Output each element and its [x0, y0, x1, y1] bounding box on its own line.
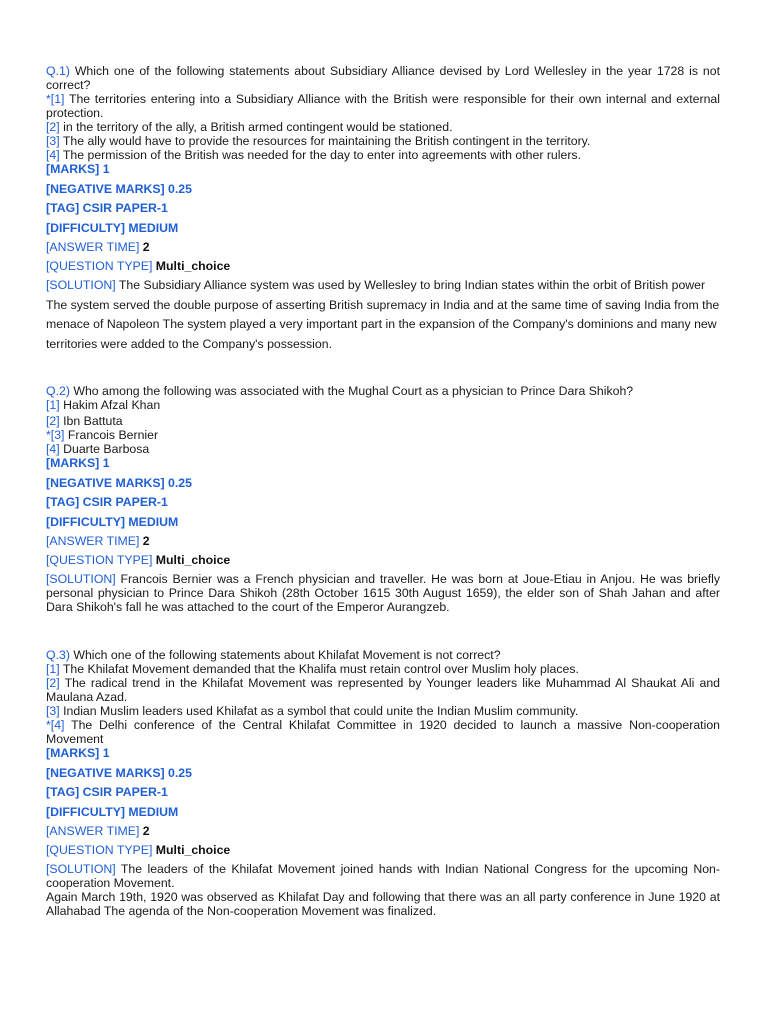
- question-text: [46, 384, 720, 398]
- difficulty-line: [46, 803, 720, 822]
- question-number: Q.2): [46, 384, 70, 398]
- question-number: Q.1): [46, 64, 70, 78]
- option-label: [3]: [46, 704, 60, 718]
- option-text: Ibn Battuta: [63, 414, 123, 428]
- tag-line: [46, 493, 720, 512]
- option-label: [4]: [46, 148, 60, 162]
- option-text: Francois Bernier: [67, 428, 159, 442]
- option-4: [46, 442, 720, 456]
- option-4: [46, 148, 720, 162]
- tag-line: [46, 783, 720, 802]
- option-3: [46, 704, 720, 718]
- option-1: [46, 92, 720, 120]
- negative-marks-line: [46, 764, 720, 783]
- marks: [MARKS] 1: [46, 456, 110, 470]
- solution: [46, 276, 720, 354]
- question-stem: Who among the following was associated with the Mughal Court as a physician to Prince Dara Shikoh?: [73, 384, 634, 398]
- solution-text: The leaders of the Khilafat Movement joined hands with Indian National Congress for the upcoming Non-cooperation Movement.: [46, 862, 720, 891]
- question-text: [46, 648, 720, 662]
- question-type-line: [46, 551, 720, 570]
- difficulty: [DIFFICULTY] MEDIUM: [46, 514, 179, 529]
- option-text: The radical trend in the Khilafat Movement was represented by Younger leaders like Muhammad Al Shaukat Ali and Maulana Azad.: [46, 676, 720, 704]
- option-1: [46, 398, 720, 412]
- question-type-line: [46, 257, 720, 276]
- option-text: Hakim Afzal Khan: [63, 398, 161, 412]
- answer-time-line: [46, 532, 720, 551]
- negative-marks: [NEGATIVE MARKS] 0.25: [46, 182, 192, 196]
- marks-line: [46, 162, 720, 176]
- answer-time-line: [46, 822, 720, 841]
- option-text: The ally would have to provide the resources for maintaining the British contingent in the territory.: [62, 134, 591, 148]
- option-label: *[3]: [46, 428, 65, 442]
- answer-time-label: [ANSWER TIME]: [46, 823, 140, 838]
- marks-line: [46, 456, 720, 470]
- option-text: The permission of the British was needed for the day to enter into agreements with other rulers.: [62, 148, 581, 162]
- negative-marks-line: [46, 474, 720, 493]
- answer-time-value: 2: [142, 239, 150, 254]
- question-text: [46, 64, 720, 92]
- answer-time-value: 2: [142, 823, 150, 838]
- option-text: Indian Muslim leaders used Khilafat as a symbol that could unite the Indian Muslim community.: [63, 704, 579, 718]
- question-type-value: Multi_choice: [155, 259, 231, 274]
- option-1: [46, 662, 720, 676]
- tag: [TAG] CSIR PAPER-1: [46, 495, 168, 510]
- option-2: [46, 120, 720, 134]
- option-text: Duarte Barbosa: [63, 442, 150, 456]
- question-type-line: [46, 841, 720, 860]
- marks: [MARKS] 1: [46, 162, 110, 176]
- option-text: The territories entering into a Subsidiary Alliance with the British were responsible for their own internal and external protection.: [46, 92, 720, 120]
- answer-time-value: 2: [142, 533, 150, 548]
- answer-time-line: [46, 238, 720, 257]
- question-block-2: [46, 384, 720, 614]
- option-label: [1]: [46, 398, 60, 412]
- option-4: [46, 718, 720, 746]
- question-type-label: [QUESTION TYPE]: [46, 843, 153, 858]
- answer-time-label: [ANSWER TIME]: [46, 533, 140, 548]
- option-label: [4]: [46, 442, 60, 456]
- option-3: [46, 428, 720, 442]
- question-number: Q.3): [46, 648, 70, 662]
- solution-text-2: Again March 19th, 1920 was observed as Khilafat Day and following that there was an all party conference in June 1920 at Allahabad The agenda of the Non-cooperation Movement was finalized.: [46, 890, 720, 919]
- question-stem: Which one of the following statements about Khilafat Movement is not correct?: [73, 648, 501, 662]
- solution-label: [SOLUTION]: [46, 278, 116, 293]
- option-2: [46, 676, 720, 704]
- option-3: [46, 134, 720, 148]
- question-stem: Which one of the following statements about Subsidiary Alliance devised by Lord Wellesley in the year 1728 is not correct?: [46, 64, 720, 92]
- option-2: [46, 414, 720, 428]
- solution-label: [SOLUTION]: [46, 572, 116, 587]
- question-block-1: [46, 64, 720, 354]
- option-label: [2]: [46, 676, 60, 690]
- question-type-label: [QUESTION TYPE]: [46, 259, 153, 274]
- marks: [MARKS] 1: [46, 746, 110, 760]
- solution-text: The Subsidiary Alliance system was used by Wellesley to bring Indian states within the orbit of British power The system served the double purpose of asserting British supremacy in India and at the same time of saving India from the menace of Napoleon The system played a very important part in the expansion of the Company's dominions and many new territories were added to the Company's possession.: [46, 278, 720, 351]
- question-block-3: [46, 648, 720, 918]
- question-type-label: [QUESTION TYPE]: [46, 553, 153, 568]
- tag-line: [46, 199, 720, 218]
- option-label: *[1]: [46, 92, 65, 106]
- solution: [46, 572, 720, 614]
- option-label: [2]: [46, 120, 60, 134]
- option-text: in the territory of the ally, a British armed contingent would be stationed.: [63, 120, 453, 134]
- option-text: The Delhi conference of the Central Khilafat Committee in 1920 decided to launch a massive Non-cooperation Movement: [46, 718, 720, 746]
- option-label: [2]: [46, 414, 60, 428]
- negative-marks-line: [46, 180, 720, 199]
- question-type-value: Multi_choice: [155, 843, 231, 858]
- difficulty-line: [46, 513, 720, 532]
- option-label: *[4]: [46, 718, 65, 732]
- solution-text: Francois Bernier was a French physician and traveller. He was born at Joue-Etiau in Anjou. He was briefly personal physician to Prince Dara Shikoh (28th October 1615 30th August 1659), the elder son of Shah Jahan and after Dara Shikoh's fall he was attached to the court of the Emperor Aurangzeb.: [46, 572, 720, 615]
- option-text: The Khilafat Movement demanded that the Khalifa must retain control over Muslim holy places.: [62, 662, 579, 676]
- option-label: [3]: [46, 134, 60, 148]
- negative-marks: [NEGATIVE MARKS] 0.25: [46, 476, 192, 490]
- difficulty: [DIFFICULTY] MEDIUM: [46, 220, 179, 235]
- question-type-value: Multi_choice: [155, 553, 231, 568]
- solution-label: [SOLUTION]: [46, 862, 116, 877]
- solution: [46, 862, 720, 890]
- tag: [TAG] CSIR PAPER-1: [46, 201, 168, 216]
- solution-continued: [46, 890, 720, 918]
- negative-marks: [NEGATIVE MARKS] 0.25: [46, 766, 192, 780]
- marks-line: [46, 746, 720, 760]
- option-label: [1]: [46, 662, 60, 676]
- difficulty: [DIFFICULTY] MEDIUM: [46, 804, 179, 819]
- tag: [TAG] CSIR PAPER-1: [46, 785, 168, 800]
- difficulty-line: [46, 219, 720, 238]
- answer-time-label: [ANSWER TIME]: [46, 239, 140, 254]
